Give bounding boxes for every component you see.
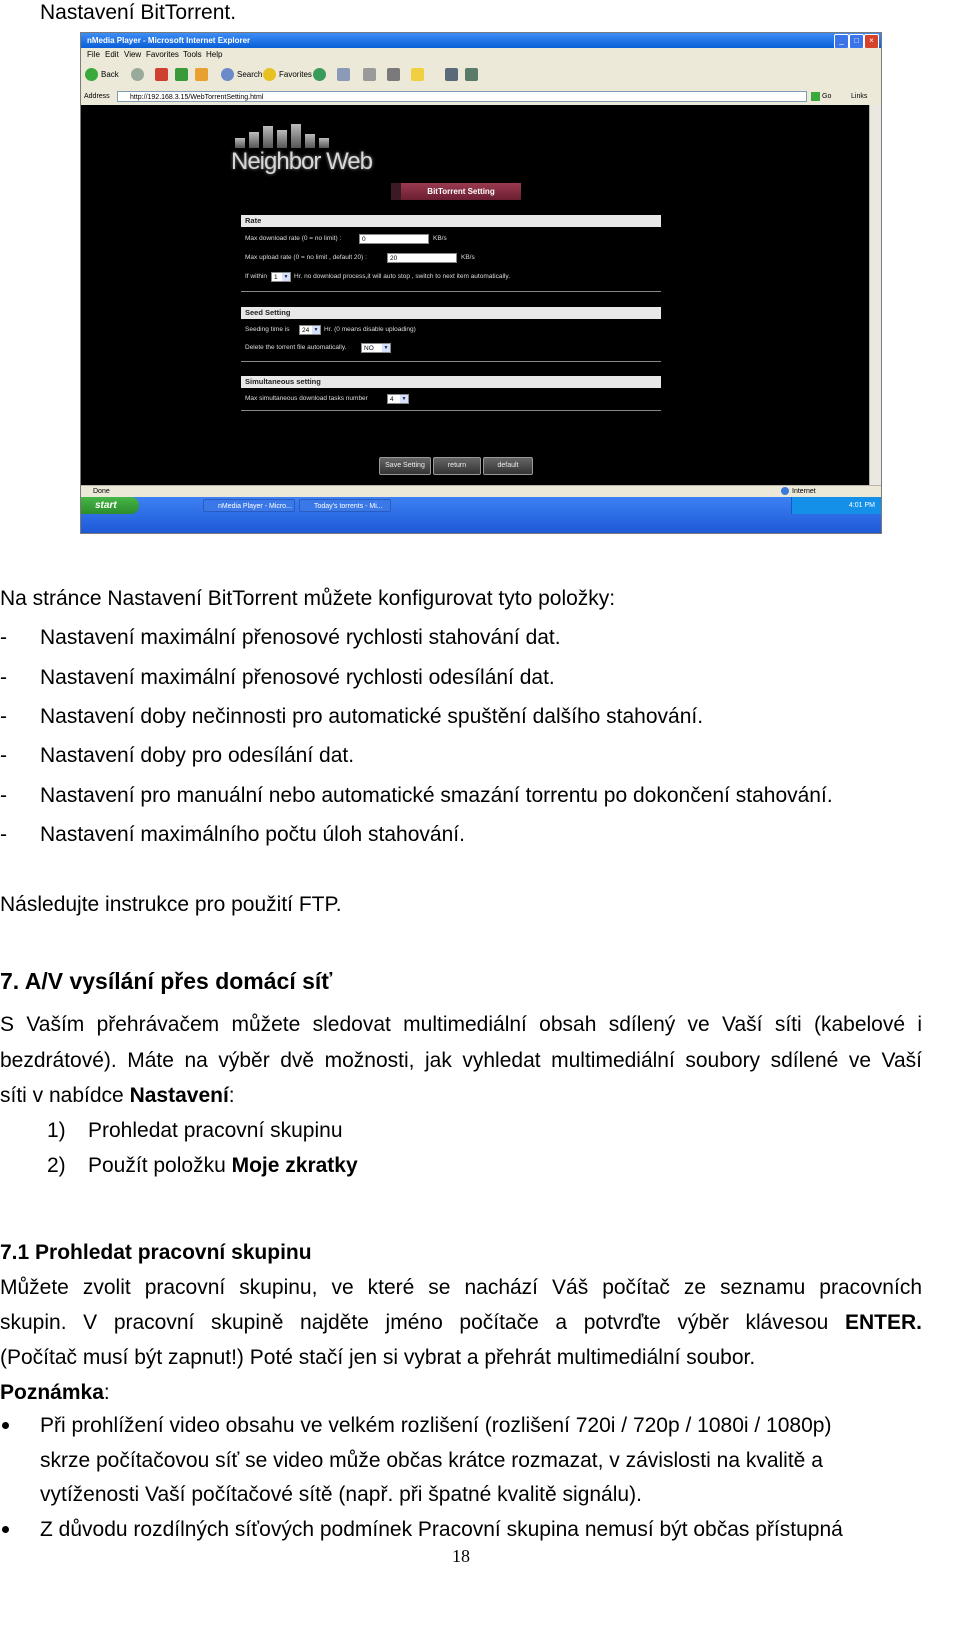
research-button[interactable] bbox=[465, 67, 481, 83]
ftp-instruction: Následujte instrukce pro použití FTP. bbox=[0, 893, 342, 916]
max-upload-unit: KB/s bbox=[461, 254, 475, 261]
print-button[interactable] bbox=[363, 67, 379, 83]
list-item: Nastavení pro manuální nebo automatické smazání torrentu po dokončení stahování. bbox=[40, 784, 833, 807]
toolbar bbox=[81, 61, 881, 90]
tab-bittorrent-setting[interactable]: BitTorrent Setting bbox=[401, 183, 521, 200]
media-button[interactable] bbox=[313, 67, 329, 83]
menu-bar bbox=[81, 48, 881, 61]
settings-menu-name: Nastavení bbox=[129, 1084, 229, 1107]
section-7-1-line-3: (Počítač musí být zapnut!) Poté stačí jen si vybrat a přehrát multimediální soubor. bbox=[0, 1346, 756, 1369]
messenger-icon bbox=[445, 68, 458, 81]
note-bullet-1-line-1: Při prohlížení video obsahu ve velkém rozlišení (rozlišení 720i / 720p / 1080i / 1080p) bbox=[40, 1414, 832, 1437]
enter-key-name: ENTER. bbox=[844, 1311, 922, 1334]
list-item: Nastavení maximální přenosové rychlosti odesílání dat. bbox=[40, 666, 555, 689]
go-button[interactable] bbox=[811, 89, 831, 105]
list-item: Nastavení doby pro odesílání dat. bbox=[40, 744, 355, 767]
if-within-select[interactable] bbox=[271, 272, 291, 282]
max-download-label: Max download rate (0 = no limit) : bbox=[245, 235, 342, 242]
section-seed-setting: Seed Setting bbox=[241, 307, 661, 319]
chevron-down-icon: ▼ bbox=[283, 274, 289, 280]
back-button[interactable] bbox=[85, 67, 119, 83]
note-bullet-2-line-1: Z důvodu rozdílných síťových podmínek Pracovní skupina nemusí být občas přístupná bbox=[40, 1518, 843, 1541]
note-heading: Poznámka: bbox=[0, 1381, 110, 1404]
search-label: Search bbox=[237, 70, 263, 79]
simultaneous-value: 4 bbox=[390, 396, 394, 403]
stop-icon bbox=[155, 68, 168, 81]
if-within-value: 1 bbox=[274, 274, 278, 281]
refresh-icon bbox=[175, 68, 188, 81]
back-label: Back bbox=[101, 70, 119, 79]
list-item: Nastavení doby nečinnosti pro automatické spuštění dalšího stahování. bbox=[40, 705, 704, 728]
links-label[interactable]: Links bbox=[851, 93, 868, 100]
neighbor-web-logo bbox=[231, 120, 431, 190]
forward-button[interactable] bbox=[131, 67, 147, 83]
go-label: Go bbox=[822, 93, 832, 100]
refresh-button[interactable] bbox=[175, 67, 191, 83]
address-input[interactable]: http://192.168.3.15/WebTorrentSetting.html bbox=[117, 91, 807, 102]
section-7-line-2: bezdrátové). Máte na výběr dvě možnosti, jak vyhledat multimediální soubory sdílené ve Vaší bbox=[0, 1049, 922, 1072]
list-item: Nastavení maximální přenosové rychlosti stahování dat. bbox=[40, 626, 561, 649]
edit-button[interactable] bbox=[387, 67, 403, 83]
if-within-label: If within bbox=[245, 273, 268, 280]
stop-button[interactable] bbox=[155, 67, 171, 83]
back-arrow-icon bbox=[85, 68, 98, 81]
option-1-number: 1) bbox=[47, 1119, 66, 1142]
mail-icon bbox=[337, 68, 350, 81]
home-button[interactable] bbox=[195, 67, 211, 83]
menu-tools[interactable]: Tools bbox=[183, 50, 202, 59]
search-icon bbox=[221, 68, 234, 81]
search-button[interactable] bbox=[221, 67, 262, 83]
favorites-button[interactable] bbox=[263, 67, 312, 83]
delete-torrent-value: NO bbox=[364, 345, 374, 352]
max-download-input[interactable]: 0 bbox=[359, 234, 429, 244]
note-bullet-1-line-2: skrze počítačovou síť se video může občas krátce rozmazat, v závislosti na kvalitě a bbox=[40, 1449, 823, 1472]
section-simultaneous: Simultaneous setting bbox=[241, 376, 661, 388]
heading-top: Nastavení BitTorrent. bbox=[40, 1, 237, 24]
taskbar bbox=[81, 497, 881, 533]
max-upload-input[interactable]: 20 bbox=[387, 253, 457, 263]
window-title: nMedia Player - Microsoft Internet Explorer bbox=[87, 36, 251, 45]
shortcuts-item-name: Moje zkratky bbox=[231, 1154, 358, 1177]
page-content bbox=[81, 105, 869, 485]
folder-button[interactable] bbox=[411, 67, 427, 83]
media-icon bbox=[313, 68, 326, 81]
simultaneous-select[interactable] bbox=[387, 394, 409, 404]
save-setting-button[interactable]: Save Setting bbox=[379, 457, 431, 475]
menu-favorites[interactable]: Favorites bbox=[146, 50, 179, 59]
forward-arrow-icon bbox=[131, 68, 144, 81]
option-2-number: 2) bbox=[47, 1154, 66, 1177]
intro-paragraph: Na stránce Nastavení BitTorrent můžete konfigurovat tyto položky: bbox=[0, 587, 616, 610]
start-button[interactable]: start bbox=[81, 497, 139, 514]
status-internet: Internet bbox=[792, 488, 816, 495]
seeding-time-select[interactable] bbox=[299, 325, 321, 335]
section-7-title: 7. A/V vysílání přes domácí síť bbox=[0, 968, 333, 994]
screenshot-browser-window bbox=[80, 32, 882, 534]
menu-edit[interactable]: Edit bbox=[105, 50, 119, 59]
mail-button[interactable] bbox=[337, 67, 353, 83]
note-bullet-1-line-3: vytíženosti Vaší počítačové sítě (např. při špatné kvalitě signálu). bbox=[40, 1483, 642, 1506]
research-icon bbox=[465, 68, 478, 81]
menu-file[interactable]: File bbox=[87, 50, 100, 59]
option-1: Prohledat pracovní skupinu bbox=[88, 1119, 343, 1142]
default-button[interactable]: default bbox=[483, 457, 533, 475]
maximize-icon[interactable]: □ bbox=[849, 34, 864, 49]
print-icon bbox=[363, 68, 376, 81]
home-icon bbox=[195, 68, 208, 81]
minimize-icon[interactable]: _ bbox=[834, 34, 849, 49]
bullet-dot bbox=[2, 1526, 9, 1533]
folder-icon bbox=[411, 68, 424, 81]
task-nmedia-player[interactable]: nMedia Player - Micro... bbox=[203, 499, 295, 512]
section-rate: Rate bbox=[241, 215, 661, 227]
clock: 4:01 PM bbox=[848, 502, 875, 509]
max-download-unit: KB/s bbox=[433, 235, 447, 242]
menu-help[interactable]: Help bbox=[206, 50, 223, 59]
simultaneous-label: Max simultaneous download tasks number bbox=[245, 395, 368, 402]
messenger-button[interactable] bbox=[445, 67, 461, 83]
close-icon[interactable]: × bbox=[864, 34, 879, 49]
max-upload-label: Max upload rate (0 = no limit , default 20) : bbox=[245, 254, 367, 261]
option-2: Použít položku Moje zkratky bbox=[88, 1154, 358, 1177]
page-number: 18 bbox=[452, 1546, 470, 1566]
section-7-1-line-2: skupin. V pracovní skupině najděte jméno počítače a potvrďte výběr klávesou ENTER. bbox=[0, 1311, 922, 1334]
menu-view[interactable]: View bbox=[124, 50, 142, 59]
delete-torrent-select[interactable] bbox=[361, 343, 391, 353]
seeding-time-label: Seeding time is bbox=[245, 326, 290, 333]
task-todays-torrents[interactable]: Today's torrents - Mi... bbox=[299, 499, 391, 512]
window-titlebar bbox=[81, 33, 881, 48]
chevron-down-icon: ▼ bbox=[401, 396, 407, 402]
seeding-time-value: 24 bbox=[302, 327, 310, 334]
globe-icon bbox=[781, 487, 789, 495]
system-tray bbox=[791, 497, 881, 514]
go-arrow-icon bbox=[811, 92, 820, 101]
favorites-label: Favorites bbox=[279, 70, 312, 79]
section-7-line-1: S Vaším přehrávačem můžete sledovat multimediální obsah sdílený ve Vaší síti (kabelové i bbox=[0, 1013, 922, 1036]
star-icon bbox=[263, 68, 276, 81]
chevron-down-icon: ▼ bbox=[383, 345, 389, 351]
bullet-dot bbox=[2, 1422, 9, 1429]
if-within-description: Hr. no download process,it will auto stop , switch to next item automatically. bbox=[294, 273, 510, 280]
address-label: Address bbox=[84, 93, 110, 100]
edit-icon bbox=[387, 68, 400, 81]
vertical-scrollbar[interactable] bbox=[869, 105, 882, 485]
section-7-1-line-1: Můžete zvolit pracovní skupinu, ve které se nachází Váš počítač ze seznamu pracovních bbox=[0, 1276, 922, 1299]
status-done: Done bbox=[93, 488, 110, 495]
return-button[interactable]: return bbox=[433, 457, 481, 475]
address-bar bbox=[81, 89, 881, 105]
chevron-down-icon: ▼ bbox=[313, 327, 319, 333]
list-item: Nastavení maximálního počtu úloh stahování. bbox=[40, 823, 465, 846]
seeding-time-description: Hr. (0 means disable uploading) bbox=[324, 326, 416, 333]
section-7-1-title: 7.1 Prohledat pracovní skupinu bbox=[0, 1241, 312, 1264]
delete-torrent-label: Delete the torrent file automatically. bbox=[245, 344, 347, 351]
logo-text: Neighbor Web bbox=[231, 148, 372, 175]
section-7-line-3: síti v nabídce Nastavení: bbox=[0, 1084, 235, 1107]
